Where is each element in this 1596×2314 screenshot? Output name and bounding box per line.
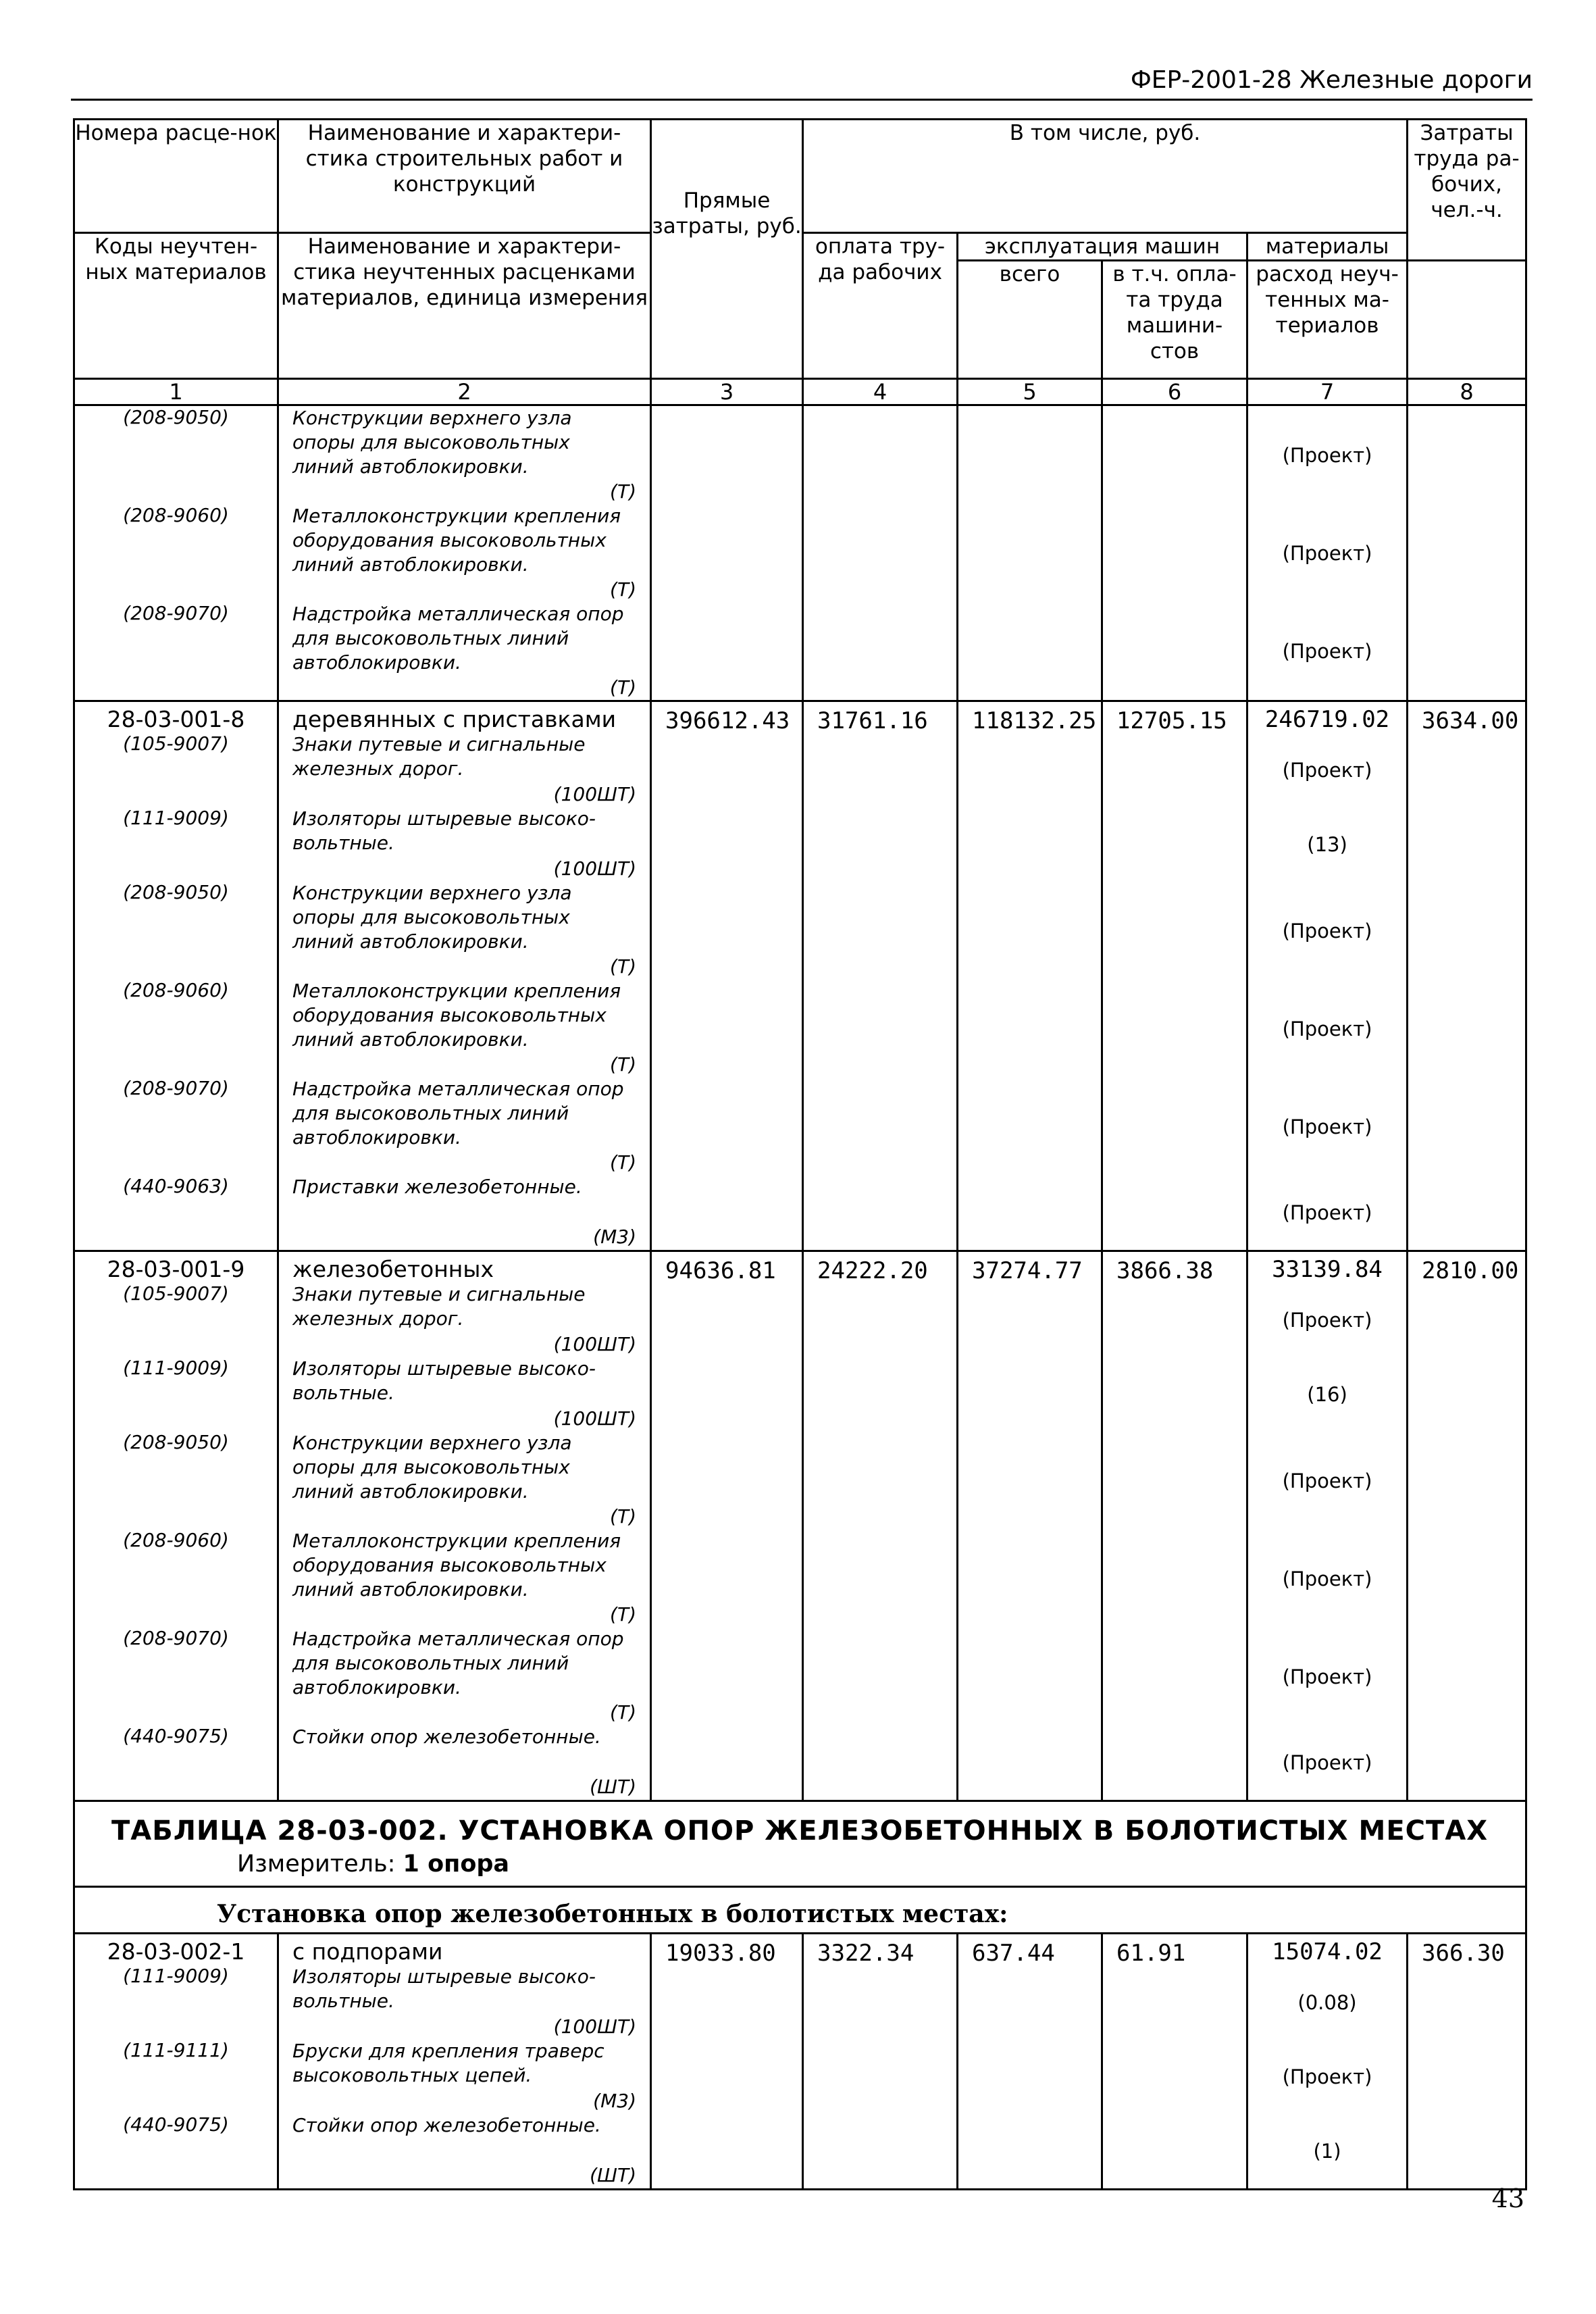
material-name: Металлоконструкции крепления оборудования высоковольтных линий автоблокировки.: [292, 980, 621, 1051]
material-code-item: [75, 406, 277, 504]
material-value-item: [1248, 1283, 1406, 1357]
material-unit: (Т): [610, 1603, 636, 1626]
material-consumption: (13): [1307, 833, 1347, 856]
material-code: (208-9070): [123, 1077, 229, 1099]
material-item: [292, 1431, 636, 1529]
labor-hours: 3634.00: [1408, 701, 1526, 1251]
material-value-item: [1248, 1530, 1406, 1628]
material-unit: (Т): [610, 955, 636, 978]
rate-names-cell: [278, 405, 651, 701]
material-value-item: [1248, 2114, 1406, 2188]
header-machines-total: всего: [958, 261, 1102, 379]
header-material-name: Наименование и характери-стика неучтенных расценками материалов, единица измерения: [278, 233, 651, 379]
material-item: [292, 732, 636, 807]
material-code-item: [75, 1175, 277, 1249]
material-code-item: [75, 2039, 277, 2113]
material-name: Бруски для крепления траверс высоковольтных цепей.: [292, 2040, 604, 2086]
section-subheading-cell: [74, 1887, 1526, 1934]
material-name: Конструкции верхнего узла опоры для высоковольтных линий автоблокировки.: [292, 407, 572, 478]
material-consumption: (Проект): [1282, 1469, 1372, 1492]
material-consumption: (16): [1307, 1383, 1347, 1406]
direct-costs: [651, 405, 803, 701]
material-item: [292, 2113, 636, 2188]
material-code: (208-9070): [123, 1627, 229, 1649]
material-code-item: [75, 1431, 277, 1529]
material-code: (440-9075): [123, 1725, 229, 1747]
section-header: [74, 1801, 1526, 1887]
materials-cell: [1247, 1934, 1408, 2190]
rate-codes-cell: [74, 1934, 278, 2190]
rate-name: железобетонных: [292, 1256, 494, 1282]
material-item: [292, 1965, 636, 2039]
header-work-name: Наименование и характери-стика строительных работ и конструкций: [278, 120, 651, 233]
direct-costs: 19033.80: [651, 1934, 803, 2190]
material-value-item: [1248, 1078, 1406, 1176]
header-empty-cell: [1408, 261, 1526, 379]
material-consumption: (Проект): [1282, 1115, 1372, 1138]
material-value-item: [1248, 733, 1406, 807]
material-code-item: [75, 881, 277, 979]
material-code: (111-9009): [123, 807, 229, 829]
material-consumption: (Проект): [1282, 443, 1372, 467]
material-code: (208-9060): [123, 979, 229, 1001]
measure-value: 1 опора: [403, 1851, 510, 1878]
rate-row: [74, 1934, 1526, 2190]
materials-cost: 15074.02: [1272, 1938, 1383, 1965]
material-name: Металлоконструкции крепления оборудования высоковольтных линий автоблокировки.: [292, 1530, 621, 1601]
material-consumption: (Проект): [1282, 1567, 1372, 1590]
rate-code: 28-03-002-1: [107, 1938, 245, 1965]
material-name: Изоляторы штыревые высоко-вольтные.: [292, 1965, 596, 2012]
material-consumption: (Проект): [1282, 1017, 1372, 1040]
material-code-item: [75, 979, 277, 1077]
rate-codes-cell: [74, 1251, 278, 1801]
material-value-item: [1248, 980, 1406, 1078]
labor-hours: 2810.00: [1408, 1251, 1526, 1801]
materials-cell: [1247, 1251, 1408, 1801]
material-code-item: [75, 1529, 277, 1627]
material-value-item: [1248, 406, 1406, 504]
material-consumption: (1): [1313, 2140, 1341, 2163]
material-item: [292, 1175, 636, 1249]
materials-cell: [1247, 701, 1408, 1251]
material-code-item: [75, 504, 277, 602]
material-name: Знаки путевые и сигнальные железных дорог.: [292, 1283, 586, 1330]
column-number: 7: [1247, 379, 1408, 405]
machines-labor: [1102, 405, 1247, 701]
material-unit: (100ШТ): [553, 2015, 636, 2038]
material-value-item: [1248, 1628, 1406, 1726]
header-materials-consumption: расход неуч-тенных ма-териалов: [1247, 261, 1408, 379]
header-including: В том числе, руб.: [803, 120, 1408, 233]
material-code: (111-9009): [123, 1965, 229, 1987]
material-item: [292, 1627, 636, 1725]
header-rule: [71, 99, 1533, 101]
header-labor-pay: оплата тру-да рабочих: [803, 233, 958, 379]
materials-cost: 246719.02: [1264, 706, 1390, 733]
material-item: [292, 1357, 636, 1431]
material-code-item: [75, 2113, 277, 2188]
material-unit: (Т): [610, 1505, 636, 1528]
material-code: (208-9070): [123, 602, 229, 624]
material-code-item: [75, 732, 277, 807]
materials-cell: [1247, 405, 1408, 701]
material-item: [292, 1725, 636, 1799]
material-code: (111-9009): [123, 1357, 229, 1379]
material-code: (105-9007): [123, 732, 229, 755]
material-value-item: [1248, 1432, 1406, 1530]
rate-row: [74, 1251, 1526, 1801]
material-name: Надстройка металлическая опор для высоковольтных линий автоблокировки.: [292, 603, 624, 674]
material-unit: (ШТ): [590, 1776, 636, 1798]
column-number: 1: [74, 379, 278, 405]
material-unit: (Т): [610, 1701, 636, 1724]
material-code: (105-9007): [123, 1282, 229, 1305]
material-item: [292, 406, 636, 504]
material-code-item: [75, 1965, 277, 2039]
header-machines: эксплуатация машин: [958, 233, 1247, 261]
machines-total: 118132.25: [958, 701, 1102, 1251]
material-unit: (Т): [610, 676, 636, 699]
column-number: 5: [958, 379, 1102, 405]
material-item: [292, 1282, 636, 1357]
material-unit: (ШТ): [590, 2164, 636, 2186]
material-value-item: [1248, 1357, 1406, 1432]
material-unit: (100ШТ): [553, 1407, 636, 1430]
material-consumption: (Проект): [1282, 919, 1372, 942]
machines-labor: 12705.15: [1102, 701, 1247, 1251]
labor-pay: [803, 405, 958, 701]
page-number: 43: [1491, 2184, 1524, 2213]
rates-body: [74, 405, 1526, 1801]
labor-hours: 366.30: [1408, 1934, 1526, 2190]
material-unit: (Т): [610, 578, 636, 601]
material-code-item: [75, 1077, 277, 1175]
material-name: Приставки железобетонные.: [292, 1176, 582, 1198]
material-consumption: (Проект): [1282, 1201, 1372, 1224]
rate-row: [74, 701, 1526, 1251]
section-subheading: Установка опор железобетонных в болотистых местах:: [217, 1900, 1008, 1928]
machines-labor: 3866.38: [1102, 1251, 1247, 1801]
material-code: (208-9060): [123, 1529, 229, 1551]
material-unit: (100ШТ): [553, 1333, 636, 1355]
rate-codes-cell: [74, 701, 278, 1251]
header-rate-numbers: Номера расце-нок: [74, 120, 278, 233]
labor-pay: 3322.34: [803, 1934, 958, 2190]
column-number: 4: [803, 379, 958, 405]
material-value-item: [1248, 2040, 1406, 2114]
material-value-item: [1248, 504, 1406, 602]
material-item: [292, 1077, 636, 1175]
material-consumption: (Проект): [1282, 1751, 1372, 1774]
machines-total: 637.44: [958, 1934, 1102, 2190]
material-item: [292, 2039, 636, 2113]
material-code-item: [75, 1282, 277, 1357]
column-number: 8: [1408, 379, 1526, 405]
material-code-item: [75, 1627, 277, 1725]
material-code-item: [75, 1357, 277, 1431]
material-name: Стойки опор железобетонные.: [292, 1726, 601, 1748]
section-title: ТАБЛИЦА 28-03-002. УСТАНОВКА ОПОР ЖЕЛЕЗОБЕТОННЫХ В БОЛОТИСТЫХ МЕСТАХ: [111, 1815, 1489, 1846]
material-name: Надстройка металлическая опор для высоковольтных линий автоблокировки.: [292, 1628, 624, 1699]
material-value-item: [1248, 1965, 1406, 2040]
section-body: [74, 1801, 1526, 1934]
material-unit: (Т): [610, 1053, 636, 1076]
rate-name: с подпорами: [292, 1938, 443, 1965]
material-name: Изоляторы штыревые высоко-вольтные.: [292, 807, 596, 854]
material-code: (208-9050): [123, 881, 229, 903]
material-name: Изоляторы штыревые высоко-вольтные.: [292, 1357, 596, 1404]
header-machines-labor: в т.ч. опла-та труда машини-стов: [1102, 261, 1247, 379]
material-consumption: (Проект): [1282, 759, 1372, 782]
material-value-item: [1248, 602, 1406, 700]
labor-hours: [1408, 405, 1526, 701]
material-unit: (100ШТ): [553, 783, 636, 805]
rate-name: деревянных с приставками: [292, 706, 617, 732]
material-item: [292, 504, 636, 602]
machines-labor: 61.91: [1102, 1934, 1247, 2190]
direct-costs: 396612.43: [651, 701, 803, 1251]
material-name: Конструкции верхнего узла опоры для высоковольтных линий автоблокировки.: [292, 1432, 572, 1503]
material-code: (440-9063): [123, 1175, 229, 1197]
rate-codes-cell: [74, 405, 278, 701]
machines-total: [958, 405, 1102, 701]
rate-code: 28-03-001-8: [107, 706, 245, 732]
material-code: (208-9050): [123, 1431, 229, 1453]
section-rates-body: [74, 1934, 1526, 2190]
header-direct-costs: Прямые затраты, руб.: [651, 120, 803, 379]
rate-code: 28-03-001-9: [107, 1256, 245, 1282]
running-head: ФЕР-2001-28 Железные дороги: [1130, 66, 1533, 94]
material-value-item: [1248, 882, 1406, 980]
machines-total: 37274.77: [958, 1251, 1102, 1801]
materials-cost: 33139.84: [1272, 1256, 1383, 1283]
material-item: [292, 979, 636, 1077]
direct-costs: 94636.81: [651, 1251, 803, 1801]
material-item: [292, 1529, 636, 1627]
material-unit: (Т): [610, 1151, 636, 1174]
material-name: Конструкции верхнего узла опоры для высоковольтных линий автоблокировки.: [292, 882, 572, 953]
column-number: 3: [651, 379, 803, 405]
section-measure: [75, 1846, 1525, 1886]
material-code-item: [75, 1725, 277, 1799]
material-code: (208-9050): [123, 406, 229, 428]
column-number: 6: [1102, 379, 1247, 405]
header-material-codes: Коды неучтен-ных материалов: [74, 233, 278, 379]
header-materials: материалы: [1247, 233, 1408, 261]
material-consumption: (Проект): [1282, 541, 1372, 565]
material-unit: (М3): [593, 2090, 636, 2112]
material-unit: (100ШТ): [553, 857, 636, 880]
column-number: 2: [278, 379, 651, 405]
material-code: (208-9060): [123, 504, 229, 526]
material-name: Надстройка металлическая опор для высоковольтных линий автоблокировки.: [292, 1078, 624, 1149]
material-item: [292, 881, 636, 979]
rate-names-cell: [278, 1251, 651, 1801]
material-unit: (М3): [593, 1226, 636, 1248]
material-name: Металлоконструкции крепления оборудования высоковольтных линий автоблокировки.: [292, 505, 621, 576]
material-code: (111-9111): [123, 2039, 229, 2061]
material-code-item: [75, 807, 277, 881]
rate-names-cell: [278, 701, 651, 1251]
material-code: (440-9075): [123, 2113, 229, 2136]
measure-label: Измеритель:: [237, 1851, 396, 1878]
header-labor-hours: Затраты труда ра-бочих, чел.-ч.: [1408, 120, 1526, 261]
material-value-item: [1248, 1176, 1406, 1250]
rate-row: [74, 405, 1526, 701]
material-consumption: (0.08): [1297, 1991, 1357, 2014]
material-name: Знаки путевые и сигнальные железных дорог.: [292, 733, 586, 780]
material-consumption: (Проект): [1282, 639, 1372, 663]
material-value-item: [1248, 807, 1406, 882]
material-value-item: [1248, 1726, 1406, 1800]
labor-pay: 31761.16: [803, 701, 958, 1251]
material-item: [292, 807, 636, 881]
material-name: Стойки опор железобетонные.: [292, 2114, 601, 2136]
material-consumption: (Проект): [1282, 2065, 1372, 2088]
material-code-item: [75, 602, 277, 700]
material-item: [292, 602, 636, 700]
price-table: [73, 118, 1527, 2190]
material-consumption: (Проект): [1282, 1665, 1372, 1688]
rate-names-cell: [278, 1934, 651, 2190]
material-consumption: (Проект): [1282, 1309, 1372, 1332]
material-unit: (Т): [610, 480, 636, 503]
labor-pay: 24222.20: [803, 1251, 958, 1801]
